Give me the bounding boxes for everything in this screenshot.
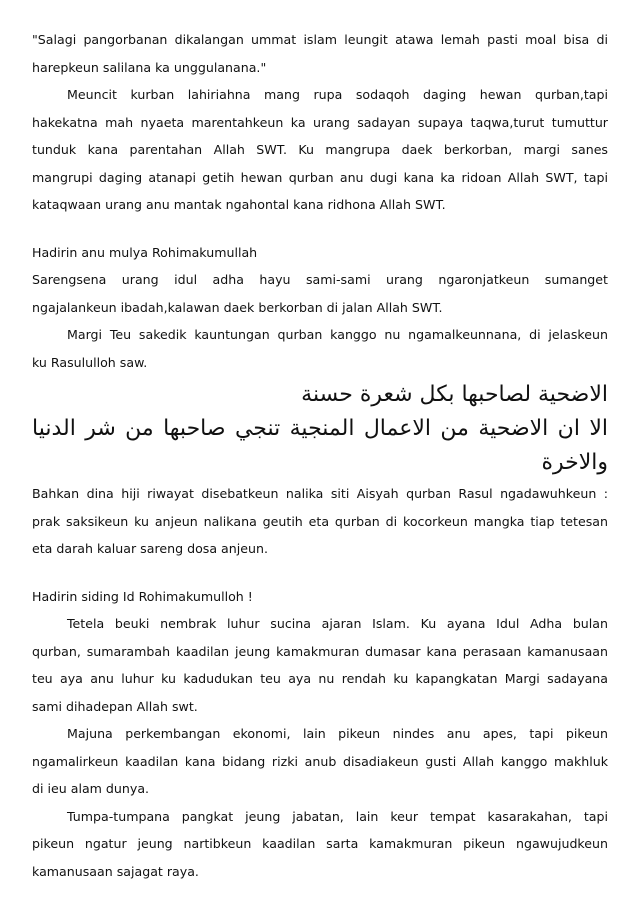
text-line-p7-l1: Majuna perkembangan ekonomi, lain pikeun nindes anu apes, tapi pikeun bbox=[67, 726, 608, 741]
text-line-p2-l5: kataqwaan urang anu mantak ngahontal kana ridhona Allah SWT. bbox=[32, 197, 446, 212]
text-line-p7-l2: ngamalirkeun kaadilan kana bidang rizki anub disadiakeun gusti Allah kanggo makhluk bbox=[32, 753, 608, 769]
text-line-p2-l2: hakekatna mah nyaeta marentahkeun ka urang sadayan supaya taqwa,turut tumuttur bbox=[32, 114, 608, 130]
paragraph-gap bbox=[32, 563, 608, 583]
text-line-p3-l1: Hadirin anu mulya Rohimakumullah bbox=[32, 244, 258, 260]
text-line-p6-l2: Tetela beuki nembrak luhur sucina ajaran Islam. Ku ayana Idul Adha bulan bbox=[67, 616, 608, 631]
text-line-p6-l4: teu aya anu luhur ku kadudukan teu aya nu rendah ku kapangkatan Margi sadayana bbox=[32, 671, 608, 686]
text-line-p2-l3: tunduk kana parentahan Allah SWT. Ku mangrupa daek berkorban, margi sanes bbox=[32, 142, 608, 157]
text-line-p3-l3: ngajalankeun ibadah,kalawan daek berkorban di jalan Allah SWT. bbox=[32, 299, 443, 315]
text-line-p5-l3: eta darah kaluar sareng dosa anjeun. bbox=[32, 541, 268, 556]
paragraph-gap bbox=[32, 219, 608, 239]
text-line-p8-l1: Tumpa-tumpana pangkat jeung jabatan, lain keur tempat kasarakahan, tapi bbox=[67, 808, 608, 824]
arabic-quote bbox=[32, 378, 608, 480]
text-line-p8-l3: kamanusaan sajagat raya. bbox=[32, 863, 199, 879]
text-line-p6-l3: qurban, sumarambah kaadilan jeung kamakmuran dumasar kana perasaan kamanusaan bbox=[32, 643, 608, 659]
text-line-p1-l2: harepkeun salilana ka unggulanana." bbox=[32, 59, 267, 75]
text-line-p5-l2: prak saksikeun ku anjeun nalikana geutih eta qurban di kocorkeun mangka tiap tetesan bbox=[32, 513, 608, 529]
text-line-p2-l4: mangrupi daging atanapi getih hewan qurban anu dugi kana ka ridoan Allah SWT, tapi bbox=[32, 169, 608, 185]
text-line-p6-l5: sami dihadepan Allah swt. bbox=[32, 698, 198, 714]
document-page bbox=[32, 26, 608, 885]
text-line-p4-l2: ku Rasululloh saw. bbox=[32, 354, 148, 370]
text-line-p6-l1: Hadirin siding Id Rohimakumulloh ! bbox=[32, 588, 253, 604]
text-block-main bbox=[32, 480, 608, 885]
text-block-intro bbox=[32, 26, 608, 376]
text-line-p4-l1: Margi Teu sakedik kauntungan qurban kanggo nu ngamalkeunnana, di jelaskeun bbox=[67, 327, 608, 342]
text-line-p2-l1: Meuncit kurban lahiriahna mang rupa sodaqoh daging hewan qurban,tapi bbox=[67, 87, 608, 102]
arabic-line-ar-l3: والاخرة bbox=[541, 450, 608, 475]
arabic-line-ar-l1: الاضحية لصاحبها بكل شعرة حسنة bbox=[301, 382, 608, 407]
text-line-p8-l2: pikeun ngatur jeung nartibkeun kaadilan sarta kamakmuran pikeun ngawujudkeun bbox=[32, 836, 608, 851]
text-line-p1-l1: "Salagi pangorbanan dikalangan ummat islam leungit atawa lemah pasti moal bisa di bbox=[32, 32, 608, 47]
text-line-p5-l1: Bahkan dina hiji riwayat disebatkeun nalika siti Aisyah qurban Rasul ngadawuhkeun : bbox=[32, 486, 608, 501]
text-line-p3-l2: Sarengsena urang idul adha hayu sami-sami urang ngaronjatkeun sumanget bbox=[32, 272, 608, 287]
arabic-line-ar-l2: الا ان الاضحية من الاعمال المنجية تنجي صاحبها من شر الدنيا bbox=[32, 416, 608, 441]
text-line-p7-l3: di ieu alam dunya. bbox=[32, 781, 150, 796]
